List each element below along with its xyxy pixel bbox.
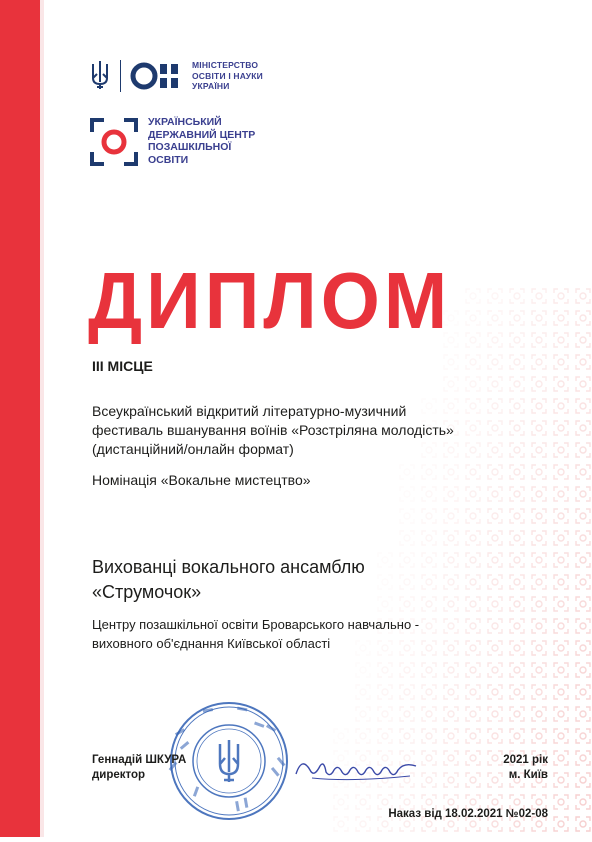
pattern-mark bbox=[356, 707, 370, 721]
pattern-mark bbox=[532, 311, 546, 325]
pattern-mark bbox=[488, 465, 502, 479]
pattern-mark bbox=[444, 663, 458, 677]
pattern-mark bbox=[444, 619, 458, 633]
date-city-block bbox=[503, 753, 548, 783]
pattern-mark bbox=[532, 729, 546, 743]
pattern-mark bbox=[466, 729, 480, 743]
pattern-mark bbox=[488, 509, 502, 523]
center-line: ДЕРЖАВНИЙ ЦЕНТР bbox=[148, 128, 256, 141]
pattern-mark bbox=[400, 663, 414, 677]
stripe-shadow bbox=[40, 0, 44, 837]
pattern-mark bbox=[488, 289, 502, 303]
recipient-line: «Струмочок» bbox=[92, 582, 202, 602]
pattern-mark bbox=[466, 553, 480, 567]
pattern-mark bbox=[488, 355, 502, 369]
pattern-mark bbox=[334, 729, 348, 743]
pattern-mark bbox=[510, 311, 524, 325]
signer-position: директор bbox=[92, 769, 146, 781]
pattern-mark bbox=[510, 641, 524, 655]
pattern-mark bbox=[466, 465, 480, 479]
pattern-mark bbox=[466, 685, 480, 699]
pattern-mark bbox=[554, 619, 568, 633]
issue-year: 2021 рік bbox=[503, 754, 548, 766]
pattern-mark bbox=[576, 377, 590, 391]
order-reference: Наказ від 18.02.2021 №02-08 bbox=[388, 808, 548, 820]
pattern-mark bbox=[532, 575, 546, 589]
pattern-mark bbox=[444, 575, 458, 589]
pattern-mark bbox=[576, 487, 590, 501]
pattern-mark bbox=[576, 509, 590, 523]
pattern-mark bbox=[422, 663, 436, 677]
pattern-mark bbox=[576, 817, 590, 831]
nomination: Номінація «Вокальне мистецтво» bbox=[92, 472, 311, 488]
pattern-mark bbox=[400, 487, 414, 501]
pattern-mark bbox=[400, 685, 414, 699]
ministry-mark-icon bbox=[130, 60, 182, 92]
center-line: УКРАЇНСЬКИЙ bbox=[148, 116, 222, 128]
pattern-mark bbox=[422, 465, 436, 479]
pattern-mark bbox=[444, 641, 458, 655]
pattern-mark bbox=[400, 465, 414, 479]
pattern-mark bbox=[532, 333, 546, 347]
pattern-mark bbox=[466, 531, 480, 545]
pattern-mark bbox=[532, 553, 546, 567]
pattern-mark bbox=[532, 487, 546, 501]
pattern-mark bbox=[576, 399, 590, 413]
trident-icon bbox=[90, 60, 110, 90]
pattern-mark bbox=[576, 773, 590, 787]
pattern-mark bbox=[422, 597, 436, 611]
pattern-mark bbox=[554, 443, 568, 457]
pattern-mark bbox=[532, 465, 546, 479]
pattern-mark bbox=[554, 377, 568, 391]
festival-description bbox=[92, 402, 542, 459]
pattern-mark bbox=[576, 729, 590, 743]
pattern-mark bbox=[532, 531, 546, 545]
pattern-mark bbox=[466, 597, 480, 611]
pattern-mark bbox=[466, 575, 480, 589]
pattern-mark bbox=[554, 289, 568, 303]
pattern-mark bbox=[554, 575, 568, 589]
pattern-mark bbox=[378, 707, 392, 721]
ministry-line: УКРАЇНИ bbox=[192, 81, 230, 91]
pattern-mark bbox=[510, 685, 524, 699]
pattern-mark bbox=[444, 355, 458, 369]
issue-city: м. Київ bbox=[508, 769, 548, 781]
pattern-mark bbox=[554, 817, 568, 831]
pattern-mark bbox=[422, 751, 436, 765]
pattern-mark bbox=[554, 311, 568, 325]
pattern-mark bbox=[466, 751, 480, 765]
signer-block bbox=[92, 753, 186, 783]
pattern-mark bbox=[554, 355, 568, 369]
pattern-mark bbox=[576, 575, 590, 589]
pattern-mark bbox=[554, 597, 568, 611]
pattern-mark bbox=[422, 487, 436, 501]
pattern-mark bbox=[488, 773, 502, 787]
pattern-mark bbox=[378, 729, 392, 743]
pattern-mark bbox=[488, 377, 502, 391]
pattern-mark bbox=[444, 509, 458, 523]
pattern-mark bbox=[510, 729, 524, 743]
pattern-mark bbox=[444, 773, 458, 787]
pattern-mark bbox=[554, 465, 568, 479]
pattern-mark bbox=[554, 509, 568, 523]
center-name bbox=[148, 116, 255, 166]
pattern-mark bbox=[488, 487, 502, 501]
pattern-mark bbox=[532, 685, 546, 699]
pattern-mark bbox=[444, 597, 458, 611]
pattern-mark bbox=[488, 795, 502, 809]
pattern-mark bbox=[554, 421, 568, 435]
pattern-mark bbox=[576, 311, 590, 325]
pattern-mark bbox=[554, 663, 568, 677]
pattern-mark bbox=[466, 311, 480, 325]
pattern-mark bbox=[422, 619, 436, 633]
pattern-mark bbox=[400, 575, 414, 589]
pattern-mark bbox=[576, 597, 590, 611]
pattern-mark bbox=[576, 355, 590, 369]
logo-divider bbox=[120, 60, 121, 92]
pattern-mark bbox=[554, 333, 568, 347]
pattern-mark bbox=[532, 619, 546, 633]
pattern-mark bbox=[488, 531, 502, 545]
pattern-mark bbox=[576, 795, 590, 809]
pattern-mark bbox=[554, 553, 568, 567]
pattern-mark bbox=[532, 597, 546, 611]
pattern-mark bbox=[532, 707, 546, 721]
pattern-mark bbox=[554, 531, 568, 545]
pattern-mark bbox=[400, 729, 414, 743]
pattern-mark bbox=[356, 729, 370, 743]
pattern-mark bbox=[554, 685, 568, 699]
center-logo bbox=[90, 118, 290, 168]
red-side-stripe bbox=[0, 0, 40, 837]
pattern-mark bbox=[488, 333, 502, 347]
pattern-mark bbox=[378, 795, 392, 809]
pattern-mark bbox=[400, 795, 414, 809]
pattern-mark bbox=[554, 399, 568, 413]
recipient-line: Вихованці вокального ансамблю bbox=[92, 557, 365, 577]
festival-line: фестиваль вшанування воїнів «Розстріляна молодість» bbox=[92, 422, 454, 438]
pattern-mark bbox=[444, 487, 458, 501]
pattern-mark bbox=[510, 289, 524, 303]
pattern-mark bbox=[466, 795, 480, 809]
pattern-mark bbox=[422, 795, 436, 809]
pattern-mark bbox=[576, 333, 590, 347]
pattern-mark bbox=[510, 553, 524, 567]
pattern-mark bbox=[532, 641, 546, 655]
pattern-mark bbox=[488, 685, 502, 699]
pattern-mark bbox=[378, 553, 392, 567]
pattern-mark bbox=[488, 729, 502, 743]
pattern-mark bbox=[576, 421, 590, 435]
pattern-mark bbox=[378, 597, 392, 611]
pattern-mark bbox=[510, 333, 524, 347]
pattern-mark bbox=[356, 685, 370, 699]
pattern-mark bbox=[422, 707, 436, 721]
pattern-mark bbox=[488, 707, 502, 721]
pattern-mark bbox=[488, 311, 502, 325]
pattern-mark bbox=[576, 531, 590, 545]
pattern-mark bbox=[576, 553, 590, 567]
ministry-line: ОСВІТИ І НАУКИ bbox=[192, 70, 263, 81]
place-label: ІІІ МІСЦЕ bbox=[92, 358, 153, 374]
pattern-mark bbox=[510, 487, 524, 501]
pattern-mark bbox=[510, 663, 524, 677]
pattern-mark bbox=[400, 597, 414, 611]
pattern-mark bbox=[576, 641, 590, 655]
pattern-mark bbox=[554, 729, 568, 743]
pattern-mark bbox=[422, 641, 436, 655]
pattern-mark bbox=[400, 531, 414, 545]
pattern-mark bbox=[356, 795, 370, 809]
pattern-mark bbox=[576, 685, 590, 699]
pattern-mark bbox=[576, 619, 590, 633]
pattern-mark bbox=[378, 663, 392, 677]
pattern-mark bbox=[466, 641, 480, 655]
pattern-mark bbox=[422, 553, 436, 567]
pattern-mark bbox=[532, 663, 546, 677]
pattern-mark bbox=[510, 575, 524, 589]
pattern-mark bbox=[488, 751, 502, 765]
pattern-mark bbox=[488, 597, 502, 611]
pattern-mark bbox=[444, 465, 458, 479]
signer-name: Геннадій ШКУРА bbox=[92, 754, 187, 766]
pattern-mark bbox=[532, 355, 546, 369]
pattern-mark bbox=[510, 707, 524, 721]
pattern-mark bbox=[554, 773, 568, 787]
pattern-mark bbox=[510, 509, 524, 523]
diploma-title: ДИПЛОМ bbox=[88, 256, 452, 346]
pattern-mark bbox=[510, 531, 524, 545]
pattern-mark bbox=[422, 729, 436, 743]
pattern-mark bbox=[488, 619, 502, 633]
pattern-mark bbox=[466, 773, 480, 787]
ministry-logo bbox=[90, 58, 280, 94]
pattern-mark bbox=[488, 641, 502, 655]
pattern-mark bbox=[532, 289, 546, 303]
pattern-mark bbox=[444, 685, 458, 699]
pattern-mark bbox=[576, 465, 590, 479]
pattern-mark bbox=[554, 641, 568, 655]
pattern-mark bbox=[466, 333, 480, 347]
pattern-mark bbox=[334, 795, 348, 809]
pattern-mark bbox=[466, 619, 480, 633]
pattern-mark bbox=[444, 377, 458, 391]
pattern-mark bbox=[510, 619, 524, 633]
director-signature bbox=[292, 752, 422, 786]
institution bbox=[92, 615, 419, 653]
institution-line: виховного об'єднання Київської області bbox=[92, 636, 331, 651]
pattern-mark bbox=[356, 817, 370, 831]
center-line: ПОЗАШКІЛЬНОЇ bbox=[148, 141, 232, 153]
pattern-mark bbox=[356, 663, 370, 677]
pattern-mark bbox=[554, 487, 568, 501]
pattern-mark bbox=[378, 575, 392, 589]
pattern-mark bbox=[532, 377, 546, 391]
pattern-mark bbox=[576, 443, 590, 457]
pattern-mark bbox=[510, 377, 524, 391]
pattern-mark bbox=[400, 707, 414, 721]
pattern-mark bbox=[444, 729, 458, 743]
pattern-mark bbox=[532, 795, 546, 809]
pattern-mark bbox=[444, 795, 458, 809]
pattern-mark bbox=[488, 553, 502, 567]
pattern-mark bbox=[466, 377, 480, 391]
pattern-mark bbox=[532, 509, 546, 523]
pattern-mark bbox=[466, 707, 480, 721]
pattern-mark bbox=[488, 663, 502, 677]
ministry-line: МІНІСТЕРСТВО bbox=[192, 60, 259, 70]
recipient bbox=[92, 555, 365, 605]
festival-line: Всеукраїнський відкритий літературно-музичний bbox=[92, 403, 407, 419]
pattern-mark bbox=[576, 663, 590, 677]
pattern-mark bbox=[378, 685, 392, 699]
pattern-mark bbox=[422, 773, 436, 787]
pattern-mark bbox=[488, 575, 502, 589]
pattern-mark bbox=[466, 289, 480, 303]
pattern-mark bbox=[444, 707, 458, 721]
pattern-mark bbox=[510, 597, 524, 611]
pattern-mark bbox=[576, 751, 590, 765]
pattern-mark bbox=[444, 531, 458, 545]
pattern-mark bbox=[554, 751, 568, 765]
pattern-mark bbox=[444, 553, 458, 567]
pattern-mark bbox=[466, 663, 480, 677]
pattern-mark bbox=[400, 509, 414, 523]
pattern-mark bbox=[576, 289, 590, 303]
pattern-mark bbox=[334, 817, 348, 831]
center-bracket-logo-icon bbox=[90, 118, 138, 166]
pattern-mark bbox=[400, 553, 414, 567]
pattern-mark bbox=[554, 707, 568, 721]
pattern-mark bbox=[466, 509, 480, 523]
pattern-mark bbox=[576, 707, 590, 721]
pattern-mark bbox=[554, 795, 568, 809]
center-line: ОСВІТИ bbox=[148, 153, 189, 166]
pattern-mark bbox=[422, 509, 436, 523]
pattern-mark bbox=[466, 355, 480, 369]
pattern-mark bbox=[422, 575, 436, 589]
pattern-mark bbox=[510, 355, 524, 369]
ministry-name bbox=[192, 60, 263, 92]
pattern-mark bbox=[422, 531, 436, 545]
pattern-mark bbox=[510, 795, 524, 809]
institution-line: Центру позашкільної освіти Броварського навчально - bbox=[92, 617, 420, 632]
pattern-mark bbox=[466, 487, 480, 501]
pattern-mark bbox=[444, 751, 458, 765]
pattern-mark bbox=[510, 465, 524, 479]
pattern-mark bbox=[422, 685, 436, 699]
festival-line: (дистанційний/онлайн формат) bbox=[92, 441, 294, 457]
